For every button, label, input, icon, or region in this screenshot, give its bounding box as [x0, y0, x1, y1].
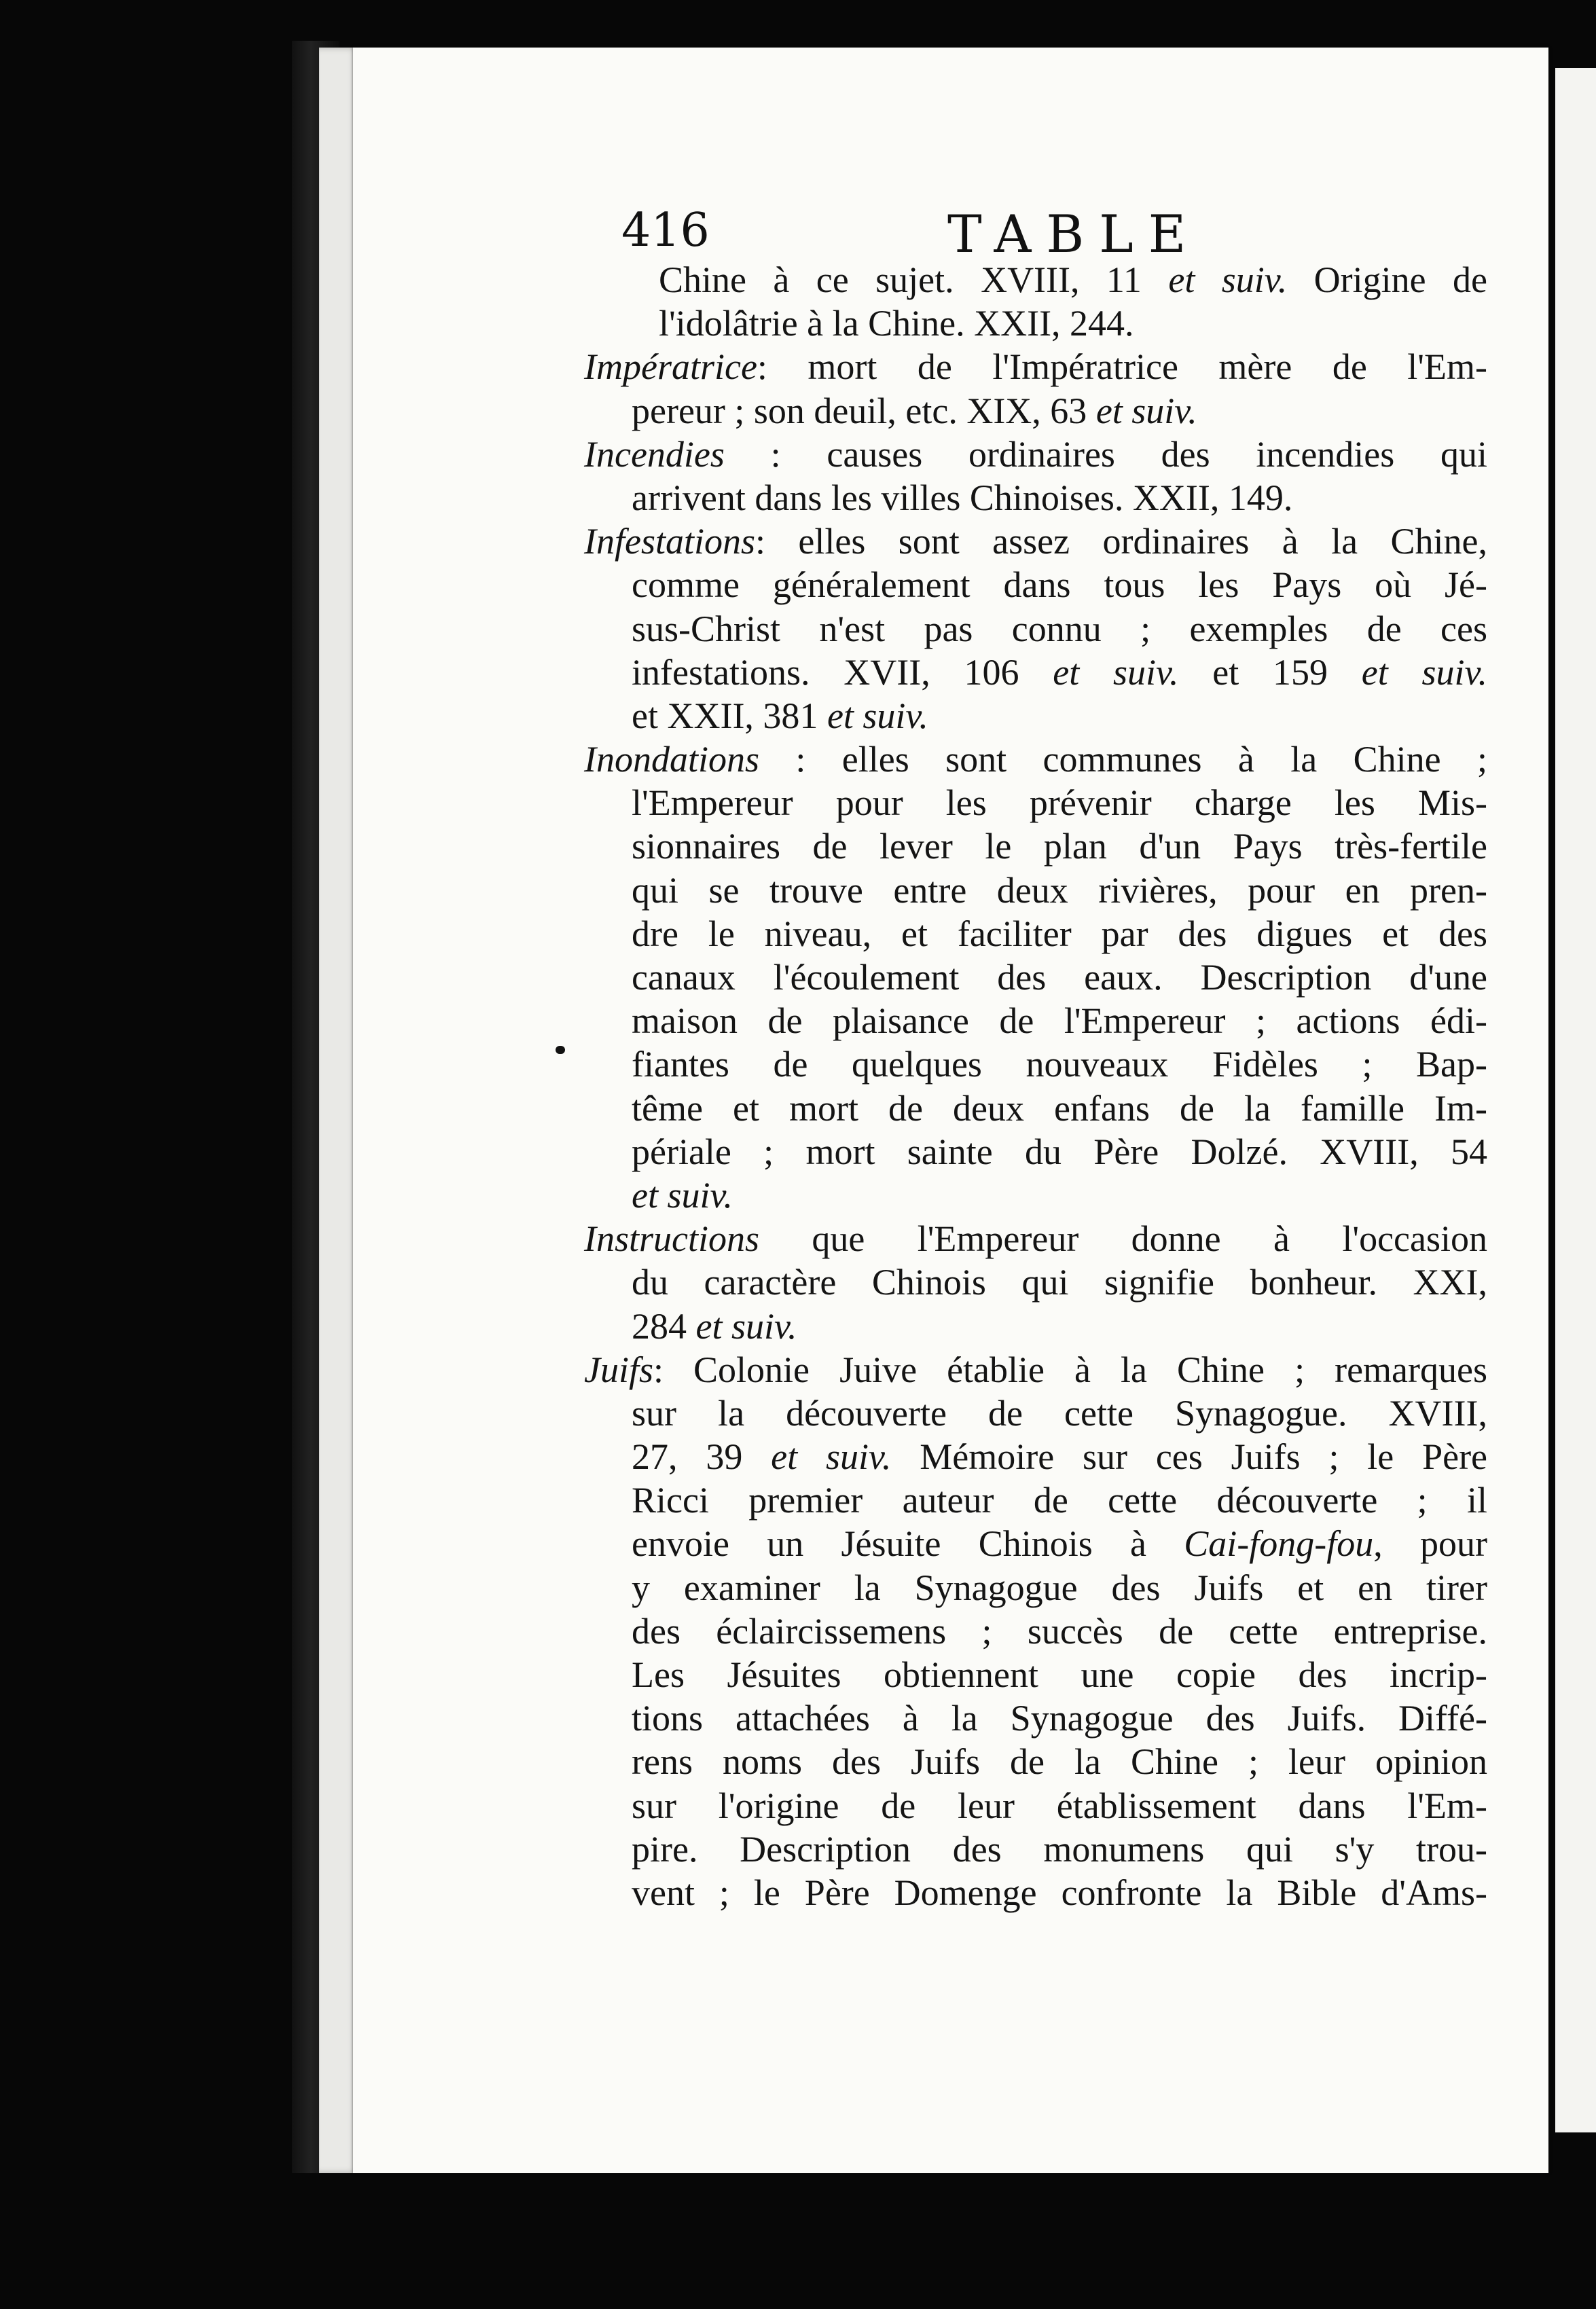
index-line: Les Jésuites obtiennent une copie des incrip-: [632, 1654, 1487, 1695]
index-term: Infestations: [584, 521, 755, 562]
index-entry-incendies: Incendies : causes ordinaires des incendies qui: [584, 433, 1487, 475]
index-line: infestations. XVII, 106 et suiv. et 159 et suiv.: [632, 651, 1488, 693]
next-page-edge: [1555, 68, 1596, 2132]
index-line: 27, 39 et suiv. Mémoire sur ces Juifs ; le Père: [632, 1436, 1488, 1478]
index-line: tions attachées à la Synagogue des Juifs. Diffé-: [632, 1698, 1487, 1739]
page-number: 416: [621, 204, 710, 257]
index-line: et suiv.: [632, 1174, 733, 1216]
index-line: des éclaircissemens ; succès de cette entreprise.: [632, 1610, 1487, 1652]
index-line: qui se trouve entre deux rivières, pour en pren-: [632, 869, 1487, 911]
index-term: Juifs: [584, 1349, 653, 1390]
index-term: Incendies: [584, 433, 725, 475]
index-line: fiantes de quelques nouveaux Fidèles ; Bap-: [632, 1044, 1487, 1085]
index-line: l'Empereur pour les prévenir charge les Mis-: [632, 782, 1487, 824]
index-line: 284 et suiv.: [632, 1305, 797, 1347]
index-line: pire. Description des monumens qui s'y trou-: [632, 1828, 1487, 1870]
index-term: Instructions: [584, 1218, 760, 1260]
index-line: comme généralement dans tous les Pays où Jé-: [632, 564, 1487, 606]
index-line: canaux l'écoulement des eaux. Description d'une: [632, 957, 1487, 998]
index-line: pereur ; son deuil, etc. XIX, 63 et suiv.: [632, 390, 1197, 431]
index-line: y examiner la Synagogue des Juifs et en tirer: [632, 1567, 1487, 1608]
index-line: du caractère Chinois qui signifie bonheur. XXI,: [632, 1262, 1487, 1303]
index-line: périale ; mort sainte du Père Dolzé. XVIII, 54: [632, 1131, 1487, 1172]
index-line: arrivent dans les villes Chinoises. XXII, 149.: [632, 477, 1293, 518]
index-line: Chine à ce sujet. XVIII, 11 et suiv. Origine de: [659, 259, 1487, 300]
index-text: [584, 258, 1487, 1914]
index-line: rens noms des Juifs de la Chine ; leur opinion: [632, 1741, 1487, 1783]
index-line: l'idolâtrie à la Chine. XXII, 244.: [659, 303, 1134, 344]
index-entry-imperatrice: Impératrice: mort de l'Impératrice mère de l'Em-: [584, 346, 1487, 388]
index-line: vent ; le Père Domenge confronte la Bible d'Ams-: [632, 1872, 1487, 1913]
index-line: dre le niveau, et faciliter par des digues et des: [632, 913, 1487, 954]
index-line: sur la découverte de cette Synagogue. XVIII,: [632, 1392, 1487, 1434]
index-line: sur l'origine de leur établissement dans l'Em-: [632, 1785, 1487, 1826]
margin-mark: [556, 1046, 565, 1054]
running-title: TABLE: [947, 204, 1201, 264]
index-entry-inondations: Inondations : elles sont communes à la Chine ;: [584, 739, 1487, 780]
index-line: tême et mort de deux enfans de la famille Im-: [632, 1087, 1487, 1129]
index-term: Impératrice: [584, 346, 757, 388]
index-line: et XXII, 381 et suiv.: [632, 695, 928, 736]
index-line: sionnaires de lever le plan d'un Pays très-fertile: [632, 826, 1487, 867]
index-line: sus-Christ n'est pas connu ; exemples de ces: [632, 608, 1487, 649]
index-line: maison de plaisance de l'Empereur ; actions édi-: [632, 1000, 1487, 1042]
index-line: Ricci premier auteur de cette découverte ; il: [632, 1480, 1487, 1521]
index-line: envoie un Jésuite Chinois à Cai-fong-fou, pour: [632, 1523, 1487, 1565]
index-term: Inondations: [584, 739, 760, 780]
index-entry-infestations: Infestations: elles sont assez ordinaires à la Chine,: [584, 521, 1487, 562]
index-entry-instructions: Instructions que l'Empereur donne à l'occasion: [584, 1218, 1487, 1260]
index-entry-juifs: Juifs: Colonie Juive établie à la Chine ; remarques: [584, 1349, 1487, 1390]
